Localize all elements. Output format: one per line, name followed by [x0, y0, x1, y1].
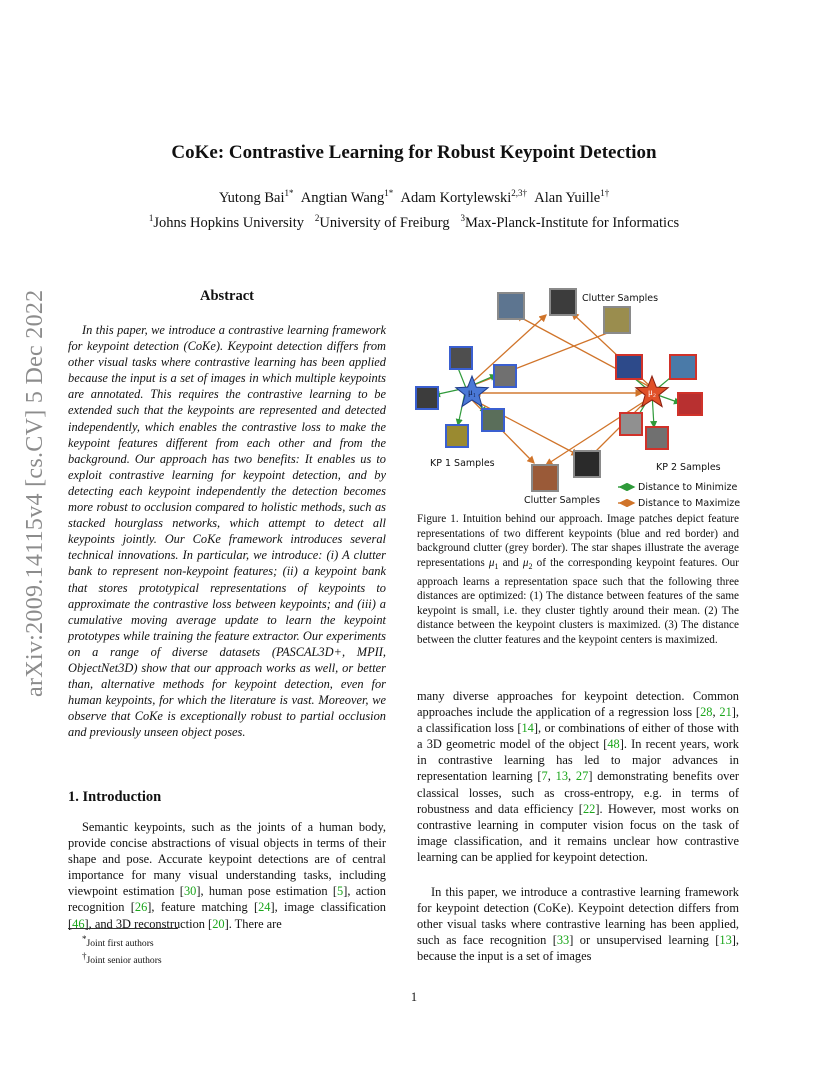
clutter-samples-label-bottom: Clutter Samples	[524, 495, 601, 506]
mu1-label: μ₁	[468, 387, 476, 397]
clutter-patch-3	[604, 307, 630, 333]
citation-link[interactable]: 33	[556, 933, 570, 948]
abstract-text: In this paper, we introduce a contrastive learning framework for keypoint detection (CoKe). Keypoint detection differs from other visual tasks where contrastive learning has been applied because the input is a set of images in which multiple keypoints are annotated. This requires the contrastive learning to be extended such that the keypoints are represented and detected independently, which enables the contrastive loss to make the keypoint features different from each other and from the background. Our approach has two benefits: It enables us to exploit contrastive learning for keypoint detection, and by detecting each keypoint independently the detection becomes more robust to occlusion compared to holistic methods, such as stacked hourglass networks, which attempt to detect all keypoints jointly. Our CoKe framework introduces several technical innovations. In particular, we introduce: (i) A clutter bank to represent non-keypoint features; (ii) a keypoint bank that stores prototypical representations of keypoints to approximate the contrastive loss between keypoints; and (iii) a cumulative moving average update to learn the keypoint prototypes while training the feature extractor. Our experiments on a range of diverse datasets (PASCAL3D+, MPII, ObjectNet3D) show that our approach works as well, or better than, alternative methods for keypoint detection, even for human keypoints, for which the literature is vast. Moreover, we observe that CoKe is exceptionally robust to partial occlusion and previously unseen object poses.	[68, 323, 386, 740]
math-symbol: μ	[522, 556, 529, 569]
affiliation-list	[0, 213, 828, 232]
clutter-samples-label-top: Clutter Samples	[582, 293, 659, 304]
figure-legend	[618, 482, 740, 509]
clutter-patches	[498, 289, 630, 491]
math-symbol: μ	[488, 556, 495, 569]
citation-link[interactable]: 13	[719, 933, 732, 948]
citation-link[interactable]: 28	[700, 705, 713, 720]
paper-title: CoKe: Contrastive Learning for Robust Keypoint Detection	[171, 142, 657, 163]
figure-1-diagram	[414, 285, 744, 510]
section-heading-introduction: 1. Introduction	[68, 789, 162, 805]
kp1-patch-5	[446, 425, 468, 447]
kp2-patch-5	[646, 427, 668, 449]
citation-link[interactable]: 24	[258, 900, 271, 915]
citation-link[interactable]: 48	[607, 737, 620, 752]
author: Yutong Bai$^{1*}$	[218, 188, 294, 206]
citation-link[interactable]: 13	[555, 769, 569, 784]
legend-maximize-label: Distance to Maximize	[638, 498, 741, 509]
kp2-patch-4	[620, 413, 642, 435]
citation-link[interactable]: 20	[212, 916, 225, 931]
citation-link[interactable]: 5	[336, 884, 344, 899]
kp1-patch-3	[416, 387, 438, 409]
citation-link[interactable]: 21	[719, 705, 732, 720]
maximize-arrows	[466, 313, 652, 465]
citation-link[interactable]: 46	[72, 916, 85, 931]
kp2-patch-2	[670, 355, 696, 379]
clutter-patch-1	[498, 293, 524, 319]
kp1-patch-1	[450, 347, 472, 369]
citation-link[interactable]: 26	[134, 900, 148, 915]
kp2-samples-label: KP 2 Samples	[656, 462, 721, 473]
footnote-rule	[68, 928, 178, 929]
affiliation: $^1$Johns Hopkins University	[148, 213, 304, 231]
arrow-kp1-to-clutter-c	[466, 325, 628, 388]
citation-link[interactable]: 22	[582, 801, 596, 816]
kp1-samples-label: KP 1 Samples	[430, 458, 495, 469]
clutter-patch-4	[532, 465, 558, 491]
figure-1-caption: Figure 1. Intuition behind our approach. Image patches depict feature representations of two different keypoints (blue and red border) and background clutter (grey border). The star shapes illustrate the average representations $\mu_1$ and $\mu_2$ of the corresponding keypoint features. Our approach learns a representation space such that the following three distances are optimized: (1) The distance between features of the same keypoint is small, i.e. they cluster tightly around their mean. (2) The distance between the keypoint clusters is maximized. (3) The distance between the clutter features and the keypoint centers is maximized.	[417, 513, 739, 646]
abstract-heading: Abstract	[200, 288, 254, 304]
intro-paragraph-3: In this paper, we introduce a contrastive learning framework for keypoint detection (CoKe). Keypoint detection differs from other visual tasks where contrastive learning has been applied, such as face recognition [33] or unsupervised learning [13], because the input is a set of images	[417, 885, 739, 964]
math-subscript: 2	[528, 562, 533, 572]
citation-link[interactable]: 7	[541, 769, 548, 784]
author: Alan Yuille$^{1\dagger}$	[534, 188, 610, 206]
citation-link[interactable]: 30	[183, 884, 197, 899]
clutter-patch-5	[574, 451, 600, 477]
kp2-patch-3	[678, 393, 702, 415]
footnotes	[68, 928, 386, 967]
intro-paragraph-1: Semantic keypoints, such as the joints of a human body, provide concise abstractions of visual objects in terms of their shape and pose. Accurate keypoint detections are of central importance for many visual understanding tasks, including viewpoint estimation [30], human pose estimation [5], action recognition [26], feature matching [24], image classification [46], and 3D reconstruction [20]. There are	[68, 820, 386, 931]
arxiv-identifier: arXiv:2009.14115v4 [cs.CV] 5 Dec 2022	[22, 290, 48, 698]
author-list	[0, 188, 828, 207]
affiliation: $^3$Max-Planck-Institute for Informatics	[460, 213, 680, 231]
footnote-2: †Joint senior authors	[82, 951, 162, 967]
kp1-patch-2	[494, 365, 516, 387]
citation-link[interactable]: 27	[575, 769, 589, 784]
math-subscript: 1	[494, 562, 499, 572]
footnote-1: *Joint first authors	[82, 934, 154, 950]
kp1-patch-4	[482, 409, 504, 431]
author: Angtian Wang$^{1*}$	[300, 188, 394, 206]
affiliation: $^2$University of Freiburg	[314, 213, 450, 231]
page-number: 1	[410, 990, 418, 1004]
mu2-label: μ₂	[648, 387, 656, 397]
author: Adam Kortylewski$^{2,3\dagger}$	[400, 188, 528, 206]
citation-link[interactable]: 14	[521, 721, 534, 736]
intro-paragraph-2: many diverse approaches for keypoint detection. Common approaches include the application of a regression loss [28, 21], a classification loss [14], or combinations of either of those with a 3D geometric model of the object [48]. In recent years, work in contrastive learning has led to major advances in representation learning [7, 13, 27] demonstrating benefits over classical losses, such as cross-entropy, e.g. in terms of robustness and data efficiency [22]. However, most works on contrastive learning in computer vision focus on the task of image classification, and it remains unclear how contrastive learning can be applied for keypoint detection.	[417, 689, 740, 864]
clutter-patch-2	[550, 289, 576, 315]
kp2-patch-1	[616, 355, 642, 379]
legend-minimize-label: Distance to Minimize	[638, 482, 738, 493]
